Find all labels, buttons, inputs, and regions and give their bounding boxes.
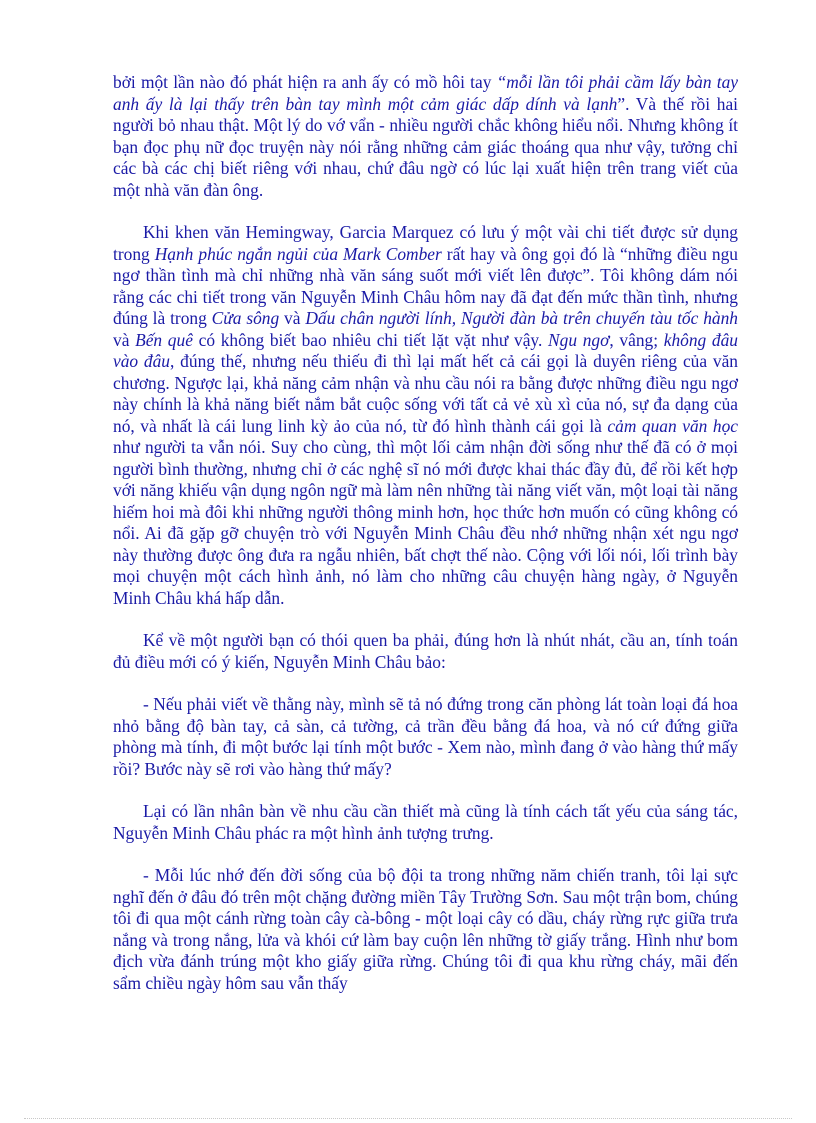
paragraph-5	[113, 801, 738, 844]
text-run: - Mỗi lúc nhớ đến đời sống của bộ đội ta trong những năm chiến tranh, tôi lại sực nghĩ đến ở đâu đó trên một chặng đường miền Tây Trường Sơn. Sau một trận bom, chúng tôi đi qua một cánh rừng toàn cây cà-bông - một loại cây có dầu, cháy rừng rực giữa trưa nắng và trong nắng, lửa và khói cứ làm bay cuộn lên những tờ giấy trắng. Hình như bom địch vừa đánh trúng một kho giấy giữa rừng. Chúng tôi đi qua khu rừng cháy, mãi đến sẩm chiều ngày hôm sau vẫn thấy	[113, 865, 738, 993]
text-run: có không biết bao nhiêu chi tiết lặt vặt như vậy.	[192, 329, 549, 350]
text-run: , đúng thế, nhưng nếu thiếu đi thì lại mất hết cả cái gọi là duyên riêng của văn chương. Ngược lại, khả năng cảm nhận và nhu cầu nói ra bằng được những điều ngu ngơ này chính là khả năng biết nắm bắt cuộc sống với tất cả vẻ xù xì của nó, sự đa dạng của nó, và nhất là cái lung linh kỳ ảo của nó, từ đó hình thành cái gọi là	[113, 351, 738, 436]
paragraph-6	[113, 865, 738, 994]
italic-text-run: Dấu chân người lính, Người đàn bà trên chuyến tàu tốc hành	[305, 308, 738, 328]
paragraph-2	[113, 222, 738, 609]
text-run: như người ta vẫn nói. Suy cho cùng, thì một lối cảm nhận đời sống như thế đã có ở mọi người bình thường, nhưng chỉ ở các nghệ sĩ nó mới được khai thác đầy đủ, để rồi kết hợp với năng khiếu vận dụng ngôn ngữ mà làm nên những tài năng viết văn, một loại tài năng hiếm hoi mà đôi khi những người thông minh hơn, học thức hơn muốn có cũng không có nổi. Ai đã gặp gỡ chuyện trò với Nguyễn Minh Châu đều nhớ những nhận xét ngu ngơ này thường được ông đưa ra ngẫu nhiên, bất chợt thế nào. Cộng với lối nói, lối trình bày mọi chuyện một cách hình ảnh, nó làm cho những câu chuyện hàng ngày, ở Nguyễn Minh Châu khá hấp dẫn.	[113, 437, 738, 608]
text-run: Kể về một người bạn có thói quen ba phải, đúng hơn là nhút nhát, cầu an, tính toán đủ điều mới có ý kiến, Nguyễn Minh Châu bảo:	[113, 630, 738, 672]
page-bottom-divider	[24, 1118, 792, 1119]
text-run: và	[113, 329, 136, 350]
italic-text-run: Hạnh phúc ngắn ngủi của Mark Comber	[154, 243, 442, 264]
document-page	[113, 72, 738, 1015]
text-run: rất hay và ông gọi đó là “những điều ngu ngơ thần tình mà chỉ những nhà văn sáng suốt mới viết lên được”. Tôi không dám nói rằng các chi tiết trong văn Nguyễn Minh Châu hôm nay đã đạt đến mức thần tình, nhưng đúng là trong	[113, 243, 738, 328]
italic-text-run: Bến quê	[135, 329, 193, 350]
paragraph-4	[113, 694, 738, 780]
text-run: bởi một lần nào đó phát hiện ra anh ấy có mồ hôi tay	[113, 72, 497, 92]
text-run: Lại có lần nhân bàn về nhu cầu cần thiết mà cũng là tính cách tất yếu của sáng tác, Nguyễn Minh Châu phác ra một hình ảnh tượng trưng.	[113, 801, 738, 843]
text-run: ”. Và thế rồi hai người bỏ nhau thật. Một lý do vớ vẩn - nhiều người chắc không hiểu nổi. Nhưng không ít bạn đọc phụ nữ đọc truyện này nói rằng những cảm giác thoáng qua như vậy, tưởng chỉ các bà các chị biết riêng với nhau, chứ đâu ngờ có lúc lại xuất hiện trên trang viết của một nhà văn đàn ông.	[113, 93, 738, 200]
paragraph-1	[113, 72, 738, 201]
text-run: và	[279, 308, 306, 328]
text-run: - Nếu phải viết về thằng này, mình sẽ tả nó đứng trong căn phòng lát toàn loại đá hoa nhỏ bằng độ bàn tay, cả sàn, cả tường, cả trần đều bằng đá hoa, và nó cứ đứng giữa phòng mà tính, đi một bước lại tính một bước - Xem nào, mình đang ở vào hàng thứ mấy rồi? Bước này sẽ rơi vào hàng thứ mấy?	[113, 694, 738, 779]
text-run: , vâng;	[609, 329, 664, 350]
italic-text-run: không đâu vào đâu	[113, 329, 738, 371]
paragraph-3	[113, 630, 738, 673]
italic-text-run: Cửa sông	[211, 308, 280, 328]
italic-text-run: cảm quan văn học	[607, 415, 738, 436]
italic-text-run: “mỗi lần tôi phải cầm lấy bàn tay anh ấy là lại thấy trên bàn tay mình một cảm giác dấp dính và lạnh	[113, 72, 738, 114]
text-run: Khi khen văn Hemingway, Garcia Marquez có lưu ý một vài chi tiết được sử dụng trong	[113, 222, 738, 264]
italic-text-run: Ngu ngơ	[548, 329, 610, 350]
